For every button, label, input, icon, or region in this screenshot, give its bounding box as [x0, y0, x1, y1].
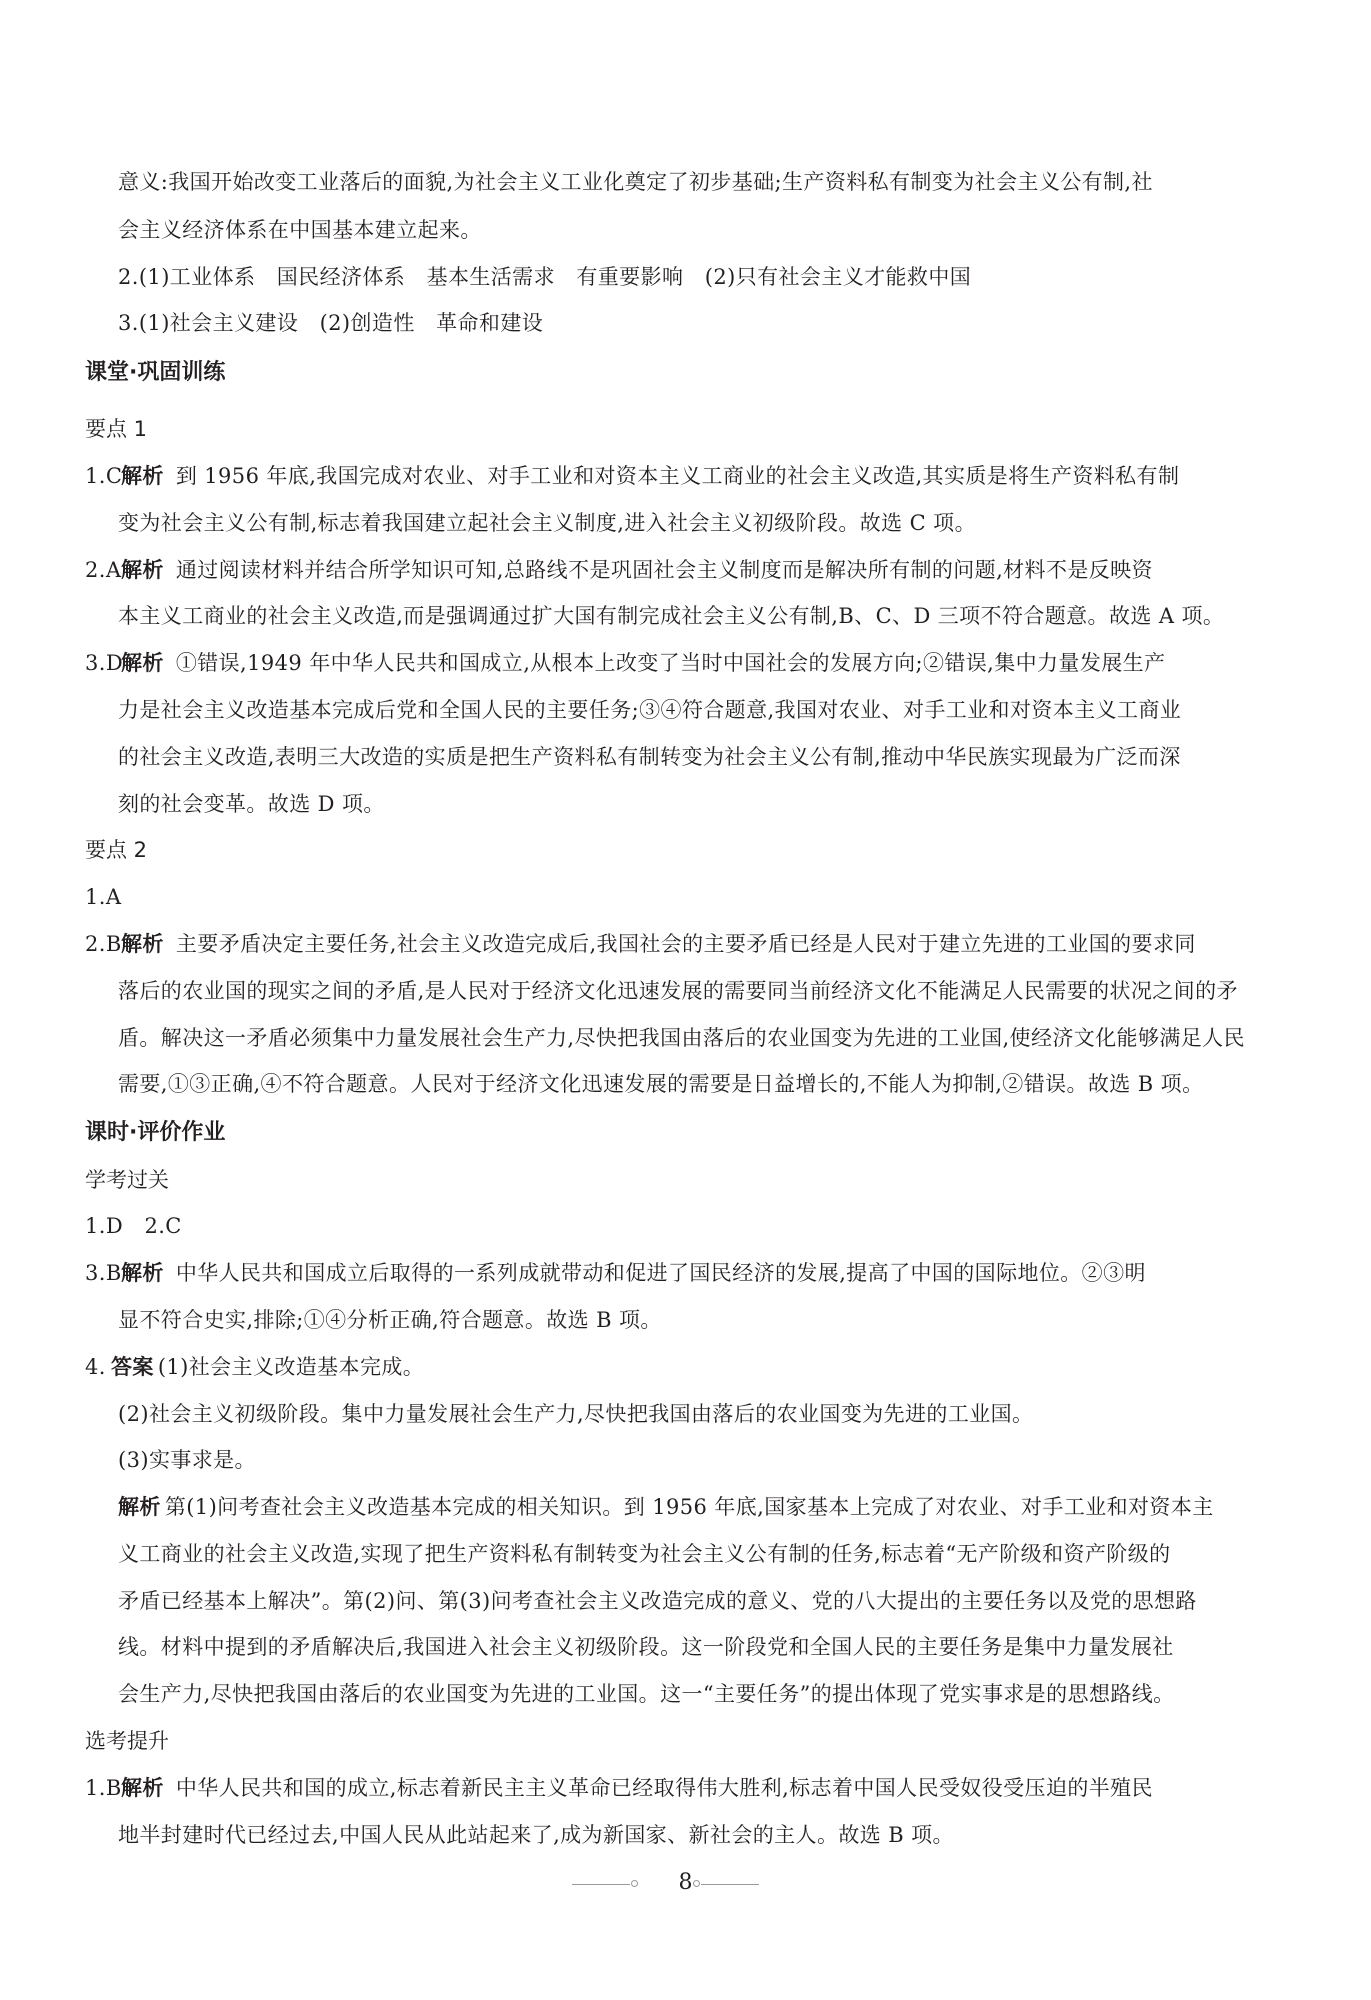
question-text: 到 1956 年底,我国完成对农业、对手工业和对资本主义工商业的社会主义改造,其实质是将生产资料私有制: [175, 464, 1180, 488]
subheading-advanced: 选考提升: [85, 1729, 169, 1753]
question-text: 的社会主义改造,表明三大改造的实质是把生产资料私有制转变为社会主义公有制,推动中华民族实现最为广泛而深: [118, 745, 1181, 769]
analysis-label: 解析: [121, 1261, 164, 1285]
question-number: 3.B: [85, 1261, 122, 1285]
analysis-label: 解析: [121, 558, 164, 582]
question-text: 落后的农业国的现实之间的矛盾,是人民对于经济文化迅速发展的需要同当前经济文化不能满足人民需要的状况之间的矛: [118, 979, 1238, 1003]
question-number: 1.A: [85, 885, 122, 909]
question-line: 1.D 2.C: [85, 1214, 182, 1238]
analysis-label: 解析: [121, 932, 164, 956]
question-text: 通过阅读材料并结合所学知识可知,总路线不是巩固社会主义制度而是解决所有制的问题,材料不是反映资: [175, 558, 1153, 582]
question-line: [85, 461, 1179, 491]
question-text: 需要,①③正确,④不符合题意。人民对于经济文化迅速发展的需要是日益增长的,不能人为抑制,②错误。故选 B 项。: [118, 1072, 1204, 1096]
intro-line-2: 会主义经济体系在中国基本建立起来。: [118, 218, 482, 242]
question-number: 2.A: [85, 558, 122, 582]
question-line: [85, 929, 1196, 959]
question-text: 第(1)问考查社会主义改造基本完成的相关知识。到 1956 年底,国家基本上完成了对农业、对手工业和对资本主: [164, 1495, 1214, 1519]
question-text: 会生产力,尽快把我国由落后的农业国变为先进的工业国。这一“主要任务”的提出体现了党实事求是的思想路线。: [118, 1682, 1175, 1706]
subheading-basic: 学考过关: [85, 1168, 169, 1192]
analysis-label: 解析: [121, 651, 164, 675]
question-text: 中华人民共和国的成立,标志着新民主主义革命已经取得伟大胜利,标志着中国人民受奴役受压迫的半殖民: [175, 1776, 1153, 1800]
question-line: [85, 1352, 424, 1382]
question-text: 地半封建时代已经过去,中国人民从此站起来了,成为新国家、新社会的主人。故选 B 项。: [118, 1823, 954, 1847]
answer-label: 答案: [111, 1355, 154, 1379]
question-text: 刻的社会变革。故选 D 项。: [118, 792, 385, 816]
analysis-label: 解析: [121, 464, 164, 488]
intro-line-4: 3.(1)社会主义建设 (2)创造性 革命和建设: [118, 311, 544, 335]
section-title-classroom: 课堂·巩固训练: [85, 360, 226, 385]
question-text: 中华人民共和国成立后取得的一系列成就带动和促进了国民经济的发展,提高了中国的国际地位。②③明: [175, 1261, 1146, 1285]
answer-text: (3)实事求是。: [118, 1448, 256, 1472]
question-line: [85, 648, 1165, 678]
subheading-point-2: 要点 2: [85, 838, 148, 862]
question-line: [85, 555, 1153, 585]
question-text: 力是社会主义改造基本完成后党和全国人民的主要任务;③④符合题意,我国对农业、对手工业和对资本主义工商业: [118, 698, 1182, 722]
question-line: [85, 1258, 1146, 1288]
question-number: 3.D: [85, 651, 124, 675]
page-footer: [0, 1864, 1371, 1904]
analysis-label: 解析: [121, 1776, 164, 1800]
question-text: 主要矛盾决定主要任务,社会主义改造完成后,我国社会的主要矛盾已经是人民对于建立先进的工业国的要求同: [175, 932, 1196, 956]
question-number: 2.B: [85, 932, 122, 956]
question-text: 本主义工商业的社会主义改造,而是强调通过扩大国有制完成社会主义公有制,B、C、D 三项不符合题意。故选 A 项。: [118, 604, 1225, 628]
question-number: 1.C: [85, 464, 123, 488]
question-number: 4.: [85, 1355, 106, 1379]
question-text: 矛盾已经基本上解决”。第(2)问、第(3)问考查社会主义改造完成的意义、党的八大提出的主要任务以及党的思想路: [118, 1589, 1197, 1613]
subheading-point-1: 要点 1: [85, 417, 148, 441]
question-text: 变为社会主义公有制,标志着我国建立起社会主义制度,进入社会主义初级阶段。故选 C 项。: [118, 511, 976, 535]
footer-rule-right: [701, 1884, 759, 1885]
page-number: 8: [678, 1870, 693, 1895]
question-text: ①错误,1949 年中华人民共和国成立,从根本上改变了当时中国社会的发展方向;②错误,集中力量发展生产: [175, 651, 1166, 675]
footer-dot-right: [693, 1880, 700, 1887]
analysis-label: 解析: [118, 1495, 161, 1519]
answer-text: (2)社会主义初级阶段。集中力量发展社会生产力,尽快把我国由落后的农业国变为先进的工业国。: [118, 1402, 1034, 1426]
question-line: [85, 1773, 1153, 1803]
question-text: 盾。解决这一矛盾必须集中力量发展社会生产力,尽快把我国由落后的农业国变为先进的工业国,使经济文化能够满足人民: [118, 1026, 1245, 1050]
question-number: 1.B: [85, 1776, 122, 1800]
section-title-homework: 课时·评价作业: [85, 1120, 226, 1145]
question-text: 义工商业的社会主义改造,实现了把生产资料私有制转变为社会主义公有制的任务,标志着“无产阶级和资产阶级的: [118, 1542, 1171, 1566]
intro-line-3: 2.(1)工业体系 国民经济体系 基本生活需求 有重要影响 (2)只有社会主义才能救中国: [118, 265, 972, 289]
question-line: [118, 1492, 1214, 1522]
intro-line-1: 意义:我国开始改变工业落后的面貌,为社会主义工业化奠定了初步基础;生产资料私有制变为社会主义公有制,社: [118, 170, 1153, 194]
question-text: 显不符合史实,排除;①④分析正确,符合题意。故选 B 项。: [118, 1308, 662, 1332]
answer-text: (1)社会主义改造基本完成。: [157, 1355, 425, 1379]
question-line: [85, 882, 121, 912]
question-text: 线。材料中提到的矛盾解决后,我国进入社会主义初级阶段。这一阶段党和全国人民的主要任务是集中力量发展社: [118, 1635, 1174, 1659]
